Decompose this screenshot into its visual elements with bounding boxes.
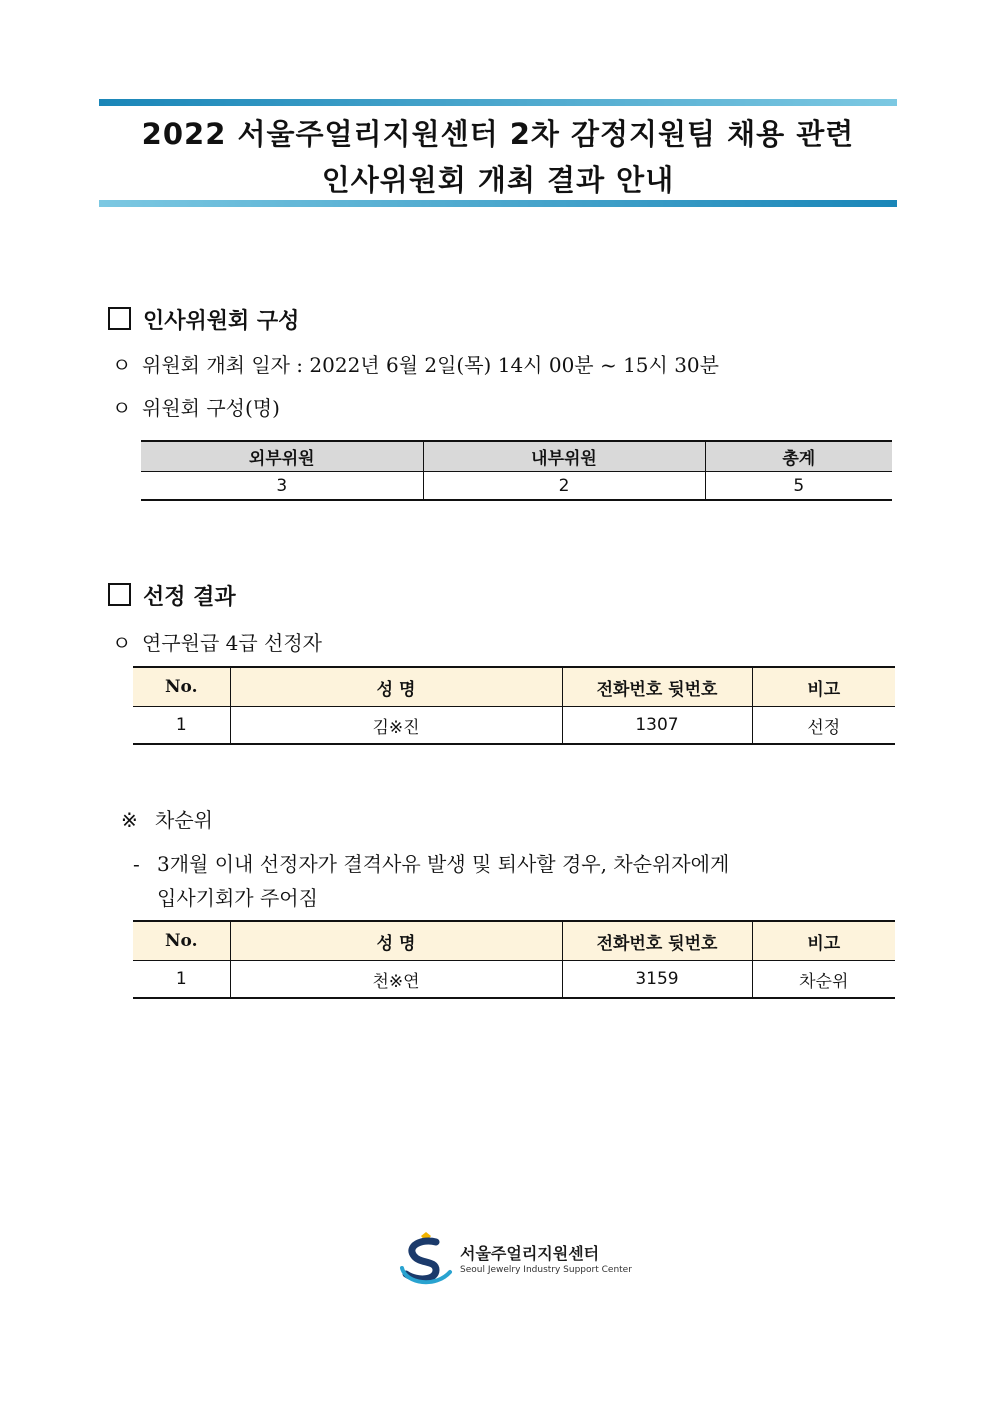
table-row — [141, 472, 892, 501]
header-phone: 전화번호 뒷번호 — [562, 921, 752, 961]
value-external: 3 — [141, 472, 423, 501]
note-line-1 — [133, 848, 895, 877]
title-bottom-bar — [99, 200, 897, 207]
org-name-en: Seoul Jewelry Industry Support Center — [460, 1265, 632, 1275]
section1-heading-text: 인사위원회 구성 — [143, 308, 300, 334]
cell-no: 1 — [133, 707, 230, 745]
header-total: 총계 — [705, 441, 892, 472]
meeting-date-text: 위원회 개최 일자 : 2022년 6월 2일(목) 14시 00분 ~ 15시 30분 — [142, 353, 719, 377]
page-title-line2: 인사위원회 개최 결과 안내 — [321, 163, 675, 197]
note-runner-up — [121, 804, 213, 833]
checkbox-square-icon — [108, 583, 131, 606]
cell-remark: 선정 — [752, 707, 895, 745]
org-name-ko: 서울주얼리지원센터 — [460, 1244, 600, 1263]
cell-name: 천※연 — [230, 961, 562, 999]
header-internal: 내부위원 — [423, 441, 705, 472]
page-title-line1: 2022 서울주얼리지원센터 2차 감정지원팀 채용 관련 — [141, 117, 855, 151]
header-no: No. — [133, 667, 230, 707]
note-line1-text: 3개월 이내 선정자가 결격사유 발생 및 퇴사할 경우, 차순위자에게 — [157, 852, 730, 876]
title-top-bar — [99, 99, 897, 106]
table-header-row — [141, 441, 892, 472]
section-heading-results — [108, 580, 236, 611]
note-line2-text: 입사기회가 주어짐 — [157, 886, 318, 910]
table-row — [133, 707, 895, 745]
section-heading-committee — [108, 304, 299, 335]
cell-name: 김※진 — [230, 707, 562, 745]
cell-no: 1 — [133, 961, 230, 999]
header-external: 외부위원 — [141, 441, 423, 472]
bullet-selected-grade — [112, 627, 322, 656]
table-header-row — [133, 667, 895, 707]
header-remark: 비고 — [752, 921, 895, 961]
table-header-row — [133, 921, 895, 961]
bullet-committee-composition — [112, 392, 280, 421]
checkbox-square-icon — [108, 307, 131, 330]
cell-phone: 3159 — [562, 961, 752, 999]
selected-table — [133, 666, 895, 745]
header-name: 성 명 — [230, 667, 562, 707]
dash-mark: - — [133, 852, 140, 876]
committee-table — [141, 440, 892, 501]
bullet-mark: ㅇ — [112, 631, 132, 655]
org-logo-icon — [396, 1228, 456, 1288]
header-remark: 비고 — [752, 667, 895, 707]
table-row — [133, 961, 895, 999]
bullet-mark: ㅇ — [112, 353, 132, 377]
header-phone: 전화번호 뒷번호 — [562, 667, 752, 707]
cell-remark: 차순위 — [752, 961, 895, 999]
reference-mark: ※ — [121, 808, 138, 832]
composition-text: 위원회 구성(명) — [142, 396, 280, 420]
value-internal: 2 — [423, 472, 705, 501]
value-total: 5 — [705, 472, 892, 501]
cell-phone: 1307 — [562, 707, 752, 745]
header-no: No. — [133, 921, 230, 961]
selected-grade-text: 연구원급 4급 선정자 — [142, 631, 322, 655]
bullet-meeting-date — [112, 349, 719, 378]
section2-heading-text: 선정 결과 — [143, 584, 236, 610]
header-name: 성 명 — [230, 921, 562, 961]
note-title: 차순위 — [155, 808, 213, 832]
runner-up-table — [133, 920, 895, 999]
bullet-mark: ㅇ — [112, 396, 132, 420]
